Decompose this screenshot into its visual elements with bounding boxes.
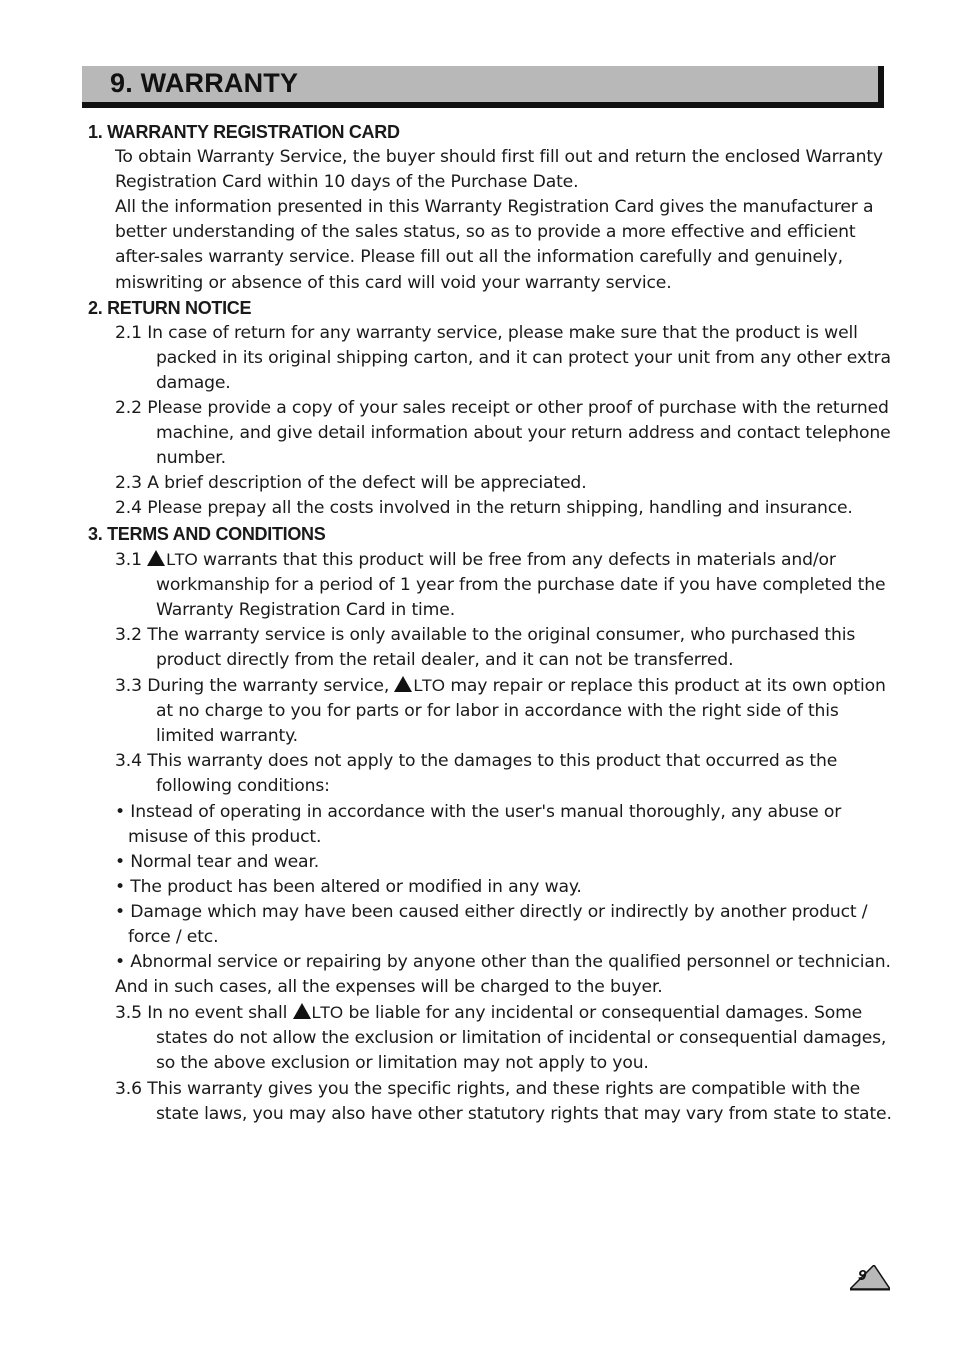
- terms-item-3-3-text: may repair or replace this product at its own option at no charge to you for parts or for labor in accordance with the right side of this limited warranty.: [156, 676, 886, 747]
- condition-bullet: • Normal tear and wear.: [115, 851, 320, 872]
- alto-logo: [293, 1000, 344, 1026]
- triangle-logo-icon: [147, 550, 165, 566]
- terms-item-3-1: [88, 547, 898, 623]
- page-number: 9: [858, 1267, 867, 1284]
- return-notice-heading: 2. RETURN NOTICE: [88, 297, 252, 318]
- terms-item-3-6: 3.6 This warranty gives you the specific rights, and these rights are compatible with the state laws, you may also have other statutory rights that may vary from state to state.: [115, 1078, 892, 1124]
- brand-name: LTO: [413, 676, 445, 696]
- triangle-logo-icon: [394, 676, 412, 692]
- page-corner-triangle-icon: [850, 1265, 890, 1291]
- registration-para-1: To obtain Warranty Service, the buyer should first fill out and return the enclosed Warranty Registration Card within 10 days of the Purchase Date.: [115, 147, 883, 193]
- return-item-2-2: 2.2 Please provide a copy of your sales receipt or other proof of purchase with the returned machine, and give detail information about your return address and contact telephone number.: [115, 398, 891, 469]
- terms-item-3-4: 3.4 This warranty does not apply to the damages to this product that occurred as the following conditions:: [115, 751, 838, 797]
- terms-item-3-3: [88, 673, 898, 749]
- return-item-2-3: 2.3 A brief description of the defect will be appreciated.: [115, 473, 587, 494]
- terms-item-3-1-number: 3.1: [115, 549, 142, 570]
- section-title-bar: [82, 66, 884, 108]
- condition-bullet: • Damage which may have been caused either directly or indirectly by another product / force / etc.: [115, 901, 868, 947]
- terms-item-3-5: [88, 1000, 898, 1076]
- page-number-badge: [850, 1265, 890, 1291]
- terms-item-3-5-lead: 3.5 In no event shall: [115, 1003, 288, 1024]
- terms-item-3-1-text: warrants that this product will be free from any defects in materials and/or workmanship for a period of 1 year from the purchase date if you have completed the Warranty Registration Card in time.: [156, 549, 886, 620]
- triangle-logo-icon: [293, 1003, 311, 1019]
- warranty-content: [88, 120, 898, 1127]
- return-item-2-1: 2.1 In case of return for any warranty service, please make sure that the product is well packed in its original shipping carton, and it can protect your unit from any other extra damage.: [115, 322, 891, 393]
- return-item-2-4: 2.4 Please prepay all the costs involved in the return shipping, handling and insurance.: [115, 498, 853, 519]
- condition-bullet: • Abnormal service or repairing by anyone other than the qualified personnel or technician.: [115, 952, 891, 973]
- terms-item-3-5-text: be liable for any incidental or consequential damages. Some states do not allow the exclusion or limitation of incidental or consequential damages, so the above exclusion or limitation may not apply to you.: [156, 1003, 887, 1074]
- condition-bullet: • Instead of operating in accordance with the user's manual thoroughly, any abuse or misuse of this product.: [115, 801, 842, 847]
- brand-name: LTO: [311, 1003, 344, 1023]
- terms-item-3-2: 3.2 The warranty service is only available to the original consumer, who purchased this product directly from the retail dealer, and it can not be transferred.: [115, 624, 856, 670]
- alto-logo: [394, 673, 445, 699]
- registration-heading: 1. WARRANTY REGISTRATION CARD: [88, 122, 400, 142]
- alto-logo: [147, 547, 198, 573]
- registration-para-2: All the information presented in this Warranty Registration Card gives the manufacturer a better understanding of the sales status, so as to provide a more effective and efficient after-sales warranty service. Please fill out all the information carefully and genuinely, miswriting or absence of this card will void your warranty service.: [115, 197, 874, 293]
- condition-bullet: • The product has been altered or modified in any way.: [115, 876, 582, 897]
- page-title: 9. WARRANTY: [110, 68, 299, 98]
- terms-item-3-3-lead: 3.3 During the warranty service,: [115, 676, 390, 697]
- expenses-note: And in such cases, all the expenses will be charged to the buyer.: [115, 977, 663, 998]
- terms-heading: 3. TERMS AND CONDITIONS: [88, 523, 326, 544]
- brand-name: LTO: [166, 549, 198, 569]
